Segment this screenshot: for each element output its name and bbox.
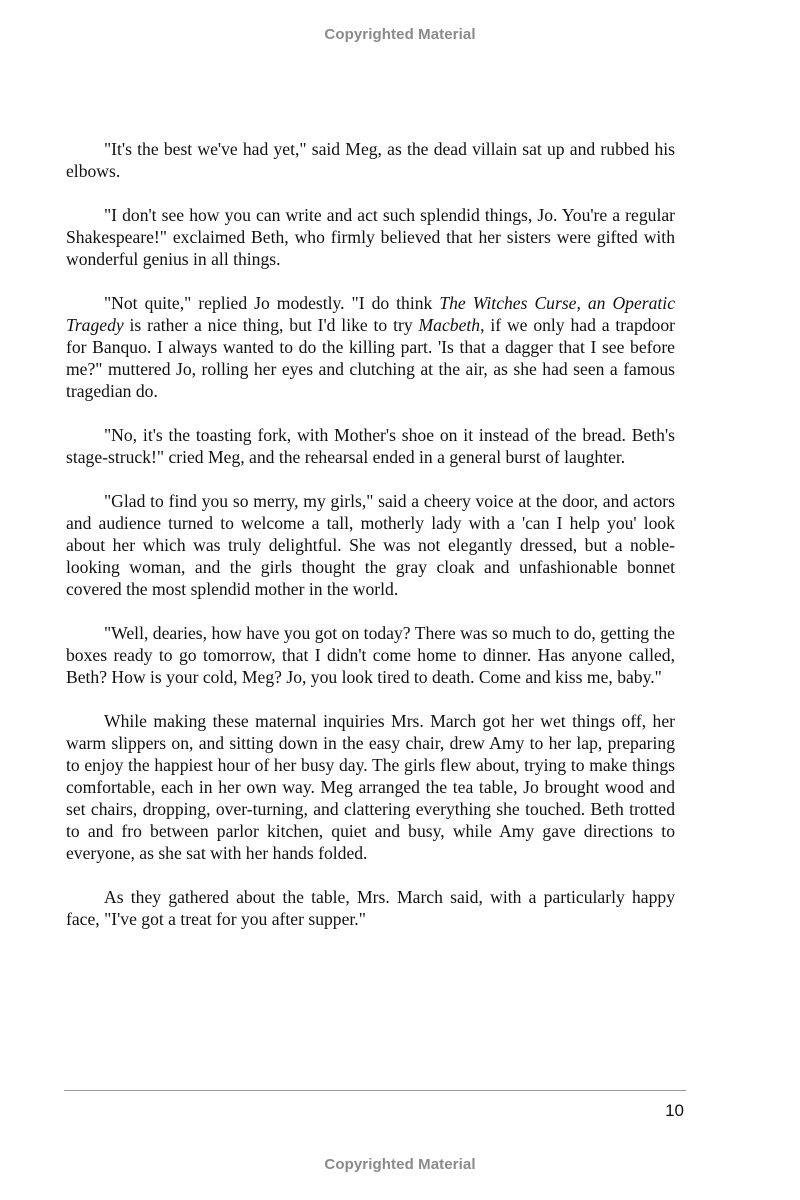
italic-title-run: Macbeth <box>418 315 481 335</box>
text-run: "Well, dearies, how have you got on today? There was so much to do, getting the boxes ready to go tomorrow, that I didn't come home to dinner. Has anyone called, Beth? How is your cold, Meg? Jo, you look tired to death. Come and kiss me, baby." <box>66 623 675 687</box>
italic-title-run: The Witches Curse, an Operatic Tragedy <box>66 293 675 335</box>
text-run: "Glad to find you so merry, my girls," said a cheery voice at the door, and actors and audience turned to welcome a tall, motherly lady with a 'can I help you' look about her which was truly delightful. She was not elegantly dressed, but a noble-looking woman, and the girls thought the gray cloak and unfashionable bonnet covered the most splendid mother in the world. <box>66 491 675 599</box>
paragraph <box>66 138 675 182</box>
footer-divider <box>64 1090 686 1091</box>
page-number: 10 <box>665 1101 684 1120</box>
paragraph <box>66 292 675 402</box>
paragraph <box>66 204 675 270</box>
paragraph <box>66 424 675 468</box>
text-run: "It's the best we've had yet," said Meg, as the dead villain sat up and rubbed his elbows. <box>66 139 675 181</box>
paragraph <box>66 710 675 864</box>
copyright-watermark-top: Copyrighted Material <box>324 26 476 43</box>
text-run: As they gathered about the table, Mrs. March said, with a particularly happy face, "I've got a treat for you after supper." <box>66 887 675 929</box>
page-body <box>66 138 675 952</box>
text-run: is rather a nice thing, but I'd like to try <box>123 315 419 335</box>
text-run: "No, it's the toasting fork, with Mother's shoe on it instead of the bread. Beth's stage-struck!" cried Meg, and the rehearsal ended in a general burst of laughter. <box>66 425 675 467</box>
copyright-watermark-bottom: Copyrighted Material <box>324 1156 476 1173</box>
paragraph <box>66 490 675 600</box>
paragraph <box>66 622 675 688</box>
text-run: , if we only had a trapdoor for Banquo. I always wanted to do the killing part. 'Is that a dagger that I see before me?" muttered Jo, rolling her eyes and clutching at the air, as she had seen a famous tragedian do. <box>66 315 676 401</box>
paragraph <box>66 886 675 930</box>
text-run: "Not quite," replied Jo modestly. "I do think <box>104 293 440 313</box>
text-run: "I don't see how you can write and act such splendid things, Jo. You're a regular Shakespeare!" exclaimed Beth, who firmly believed that her sisters were gifted with wonderful genius in all things. <box>66 205 675 269</box>
text-run: While making these maternal inquiries Mrs. March got her wet things off, her warm slippers on, and sitting down in the easy chair, drew Amy to her lap, preparing to enjoy the happiest hour of her busy day. The girls flew about, trying to make things comfortable, each in her own way. Meg arranged the tea table, Jo brought wood and set chairs, dropping, over-turning, and clattering everything she touched. Beth trotted to and fro between parlor kitchen, quiet and busy, while Amy gave directions to everyone, as she sat with her hands folded. <box>66 711 675 863</box>
